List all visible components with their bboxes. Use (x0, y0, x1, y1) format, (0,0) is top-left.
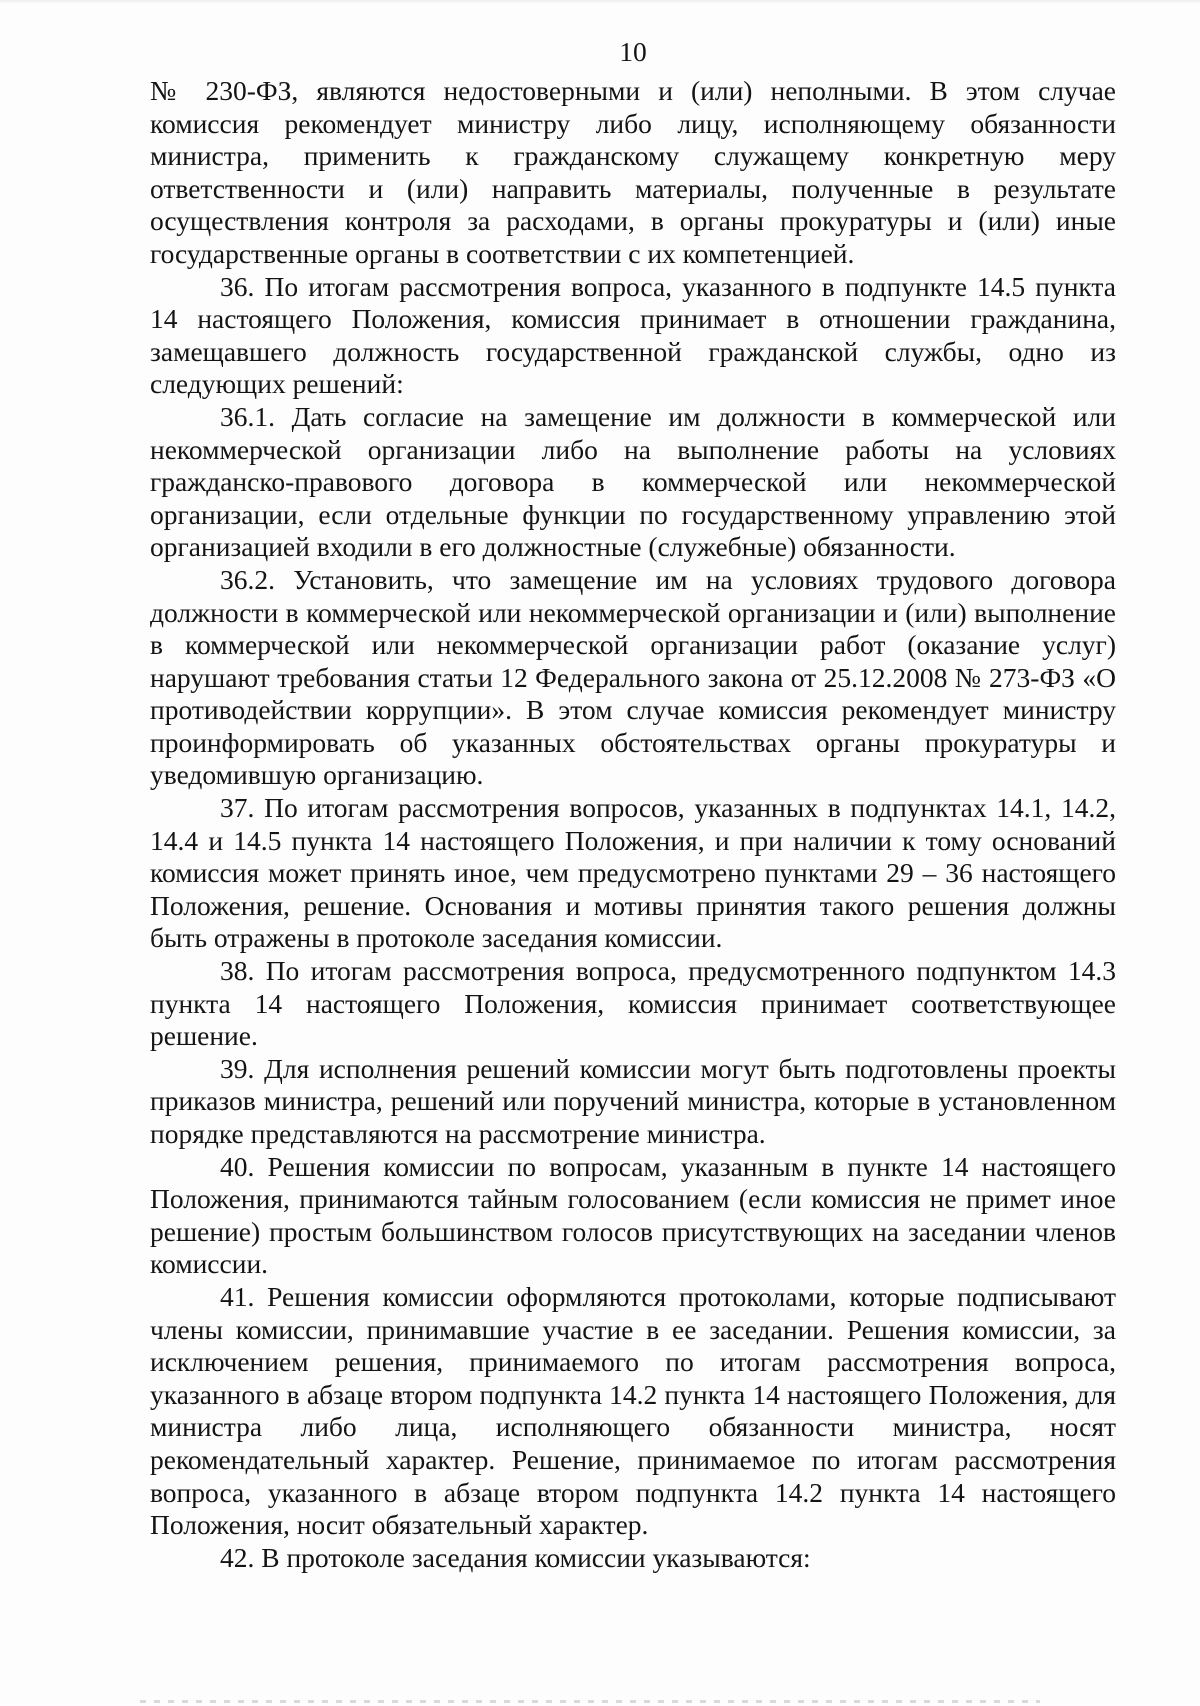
paragraph-36-2: 36.2. Установить, что замещение им на условиях трудового договора должности в коммерческой или некоммерческой организации и (или) выполнение в коммерческой или некоммерческой организации работ (оказание услуг) нарушают требования статьи 12 Федерального закона от 25.12.2008 № 273-ФЗ «О противодействии коррупции». В этом случае комиссия рекомендует министру проинформировать об указанных обстоятельствах органы прокуратуры и уведомившую организацию. (150, 563, 1116, 791)
scan-bottom-edge (140, 1700, 1040, 1703)
body-text (150, 75, 1116, 1574)
paragraph-41: 41. Решения комиссии оформляются протоколами, которые подписывают члены комиссии, принимавшие участие в ее заседании. Решения комиссии, за исключением решения, принимаемого по итогам рассмотрения вопроса, указанного в абзаце втором подпункта 14.2 пункта 14 настоящего Положения, для министра либо лица, исполняющего обязанности министра, носят рекомендательный характер. Решение, принимаемое по итогам рассмотрения вопроса, указанного в абзаце втором подпункта 14.2 пункта 14 настоящего Положения, носит обязательный характер. (150, 1280, 1116, 1541)
page-number: 10 (619, 36, 647, 67)
paragraph-38: 38. По итогам рассмотрения вопроса, предусмотренного подпунктом 14.3 пункта 14 настоящего Положения, комиссия принимает соответствующее решение. (150, 955, 1116, 1052)
paragraph-continuation: № 230-ФЗ, являются недостоверными и (или) неполными. В этом случае комиссия рекомендует министру либо лицу, исполняющему обязанности министра, применить к гражданскому служащему конкретную меру ответственности и (или) направить материалы, полученные в результате осуществления контроля за расходами, в органы прокуратуры и (или) иные государственные органы в соответствии с их компетенцией. (150, 75, 1116, 269)
scan-top-edge (0, 0, 1200, 4)
paragraph-36-1: 36.1. Дать согласие на замещение им должности в коммерческой или некоммерческой организации либо на выполнение работы на условиях гражданско-правового договора в коммерческой или некоммерческой организации, если отдельные функции по государственному управлению этой организацией входили в его должностные (служебные) обязанности. (150, 400, 1116, 563)
paragraph-37: 37. По итогам рассмотрения вопросов, указанных в подпунктах 14.1, 14.2, 14.4 и 14.5 пункта 14 настоящего Положения, и при наличии к тому оснований комиссия может принять иное, чем предусмотрено пунктами 29 – 36 настоящего Положения, решение. Основания и мотивы принятия такого решения должны быть отражены в протоколе заседания комиссии. (150, 792, 1116, 954)
paragraph-36: 36. По итогам рассмотрения вопроса, указанного в подпункте 14.5 пункта 14 настоящего Положения, комиссия принимает в отношении гражданина, замещавшего должность государственной гражданской службы, одно из следующих решений: (150, 270, 1116, 400)
paragraph-42: 42. В протоколе заседания комиссии указываются: (220, 1541, 811, 1573)
paragraph-40: 40. Решения комиссии по вопросам, указанным в пункте 14 настоящего Положения, принимаются тайным голосованием (если комиссия не примет иное решение) простым большинством голосов присутствующих на заседании членов комиссии. (150, 1150, 1116, 1280)
paragraph-39: 39. Для исполнения решений комиссии могут быть подготовлены проекты приказов министра, решений или поручений министра, которые в установленном порядке представляются на рассмотрение министра. (150, 1052, 1116, 1149)
